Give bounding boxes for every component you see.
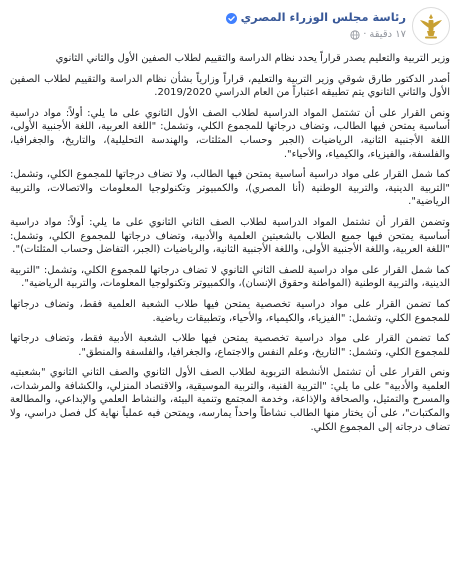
verified-badge-icon bbox=[226, 13, 237, 24]
post-paragraph: كما شمل القرار على مواد دراسية أساسية يمتحن فيها الطالب، ولا تضاف درجاتها للمجموع الكلي، وتشمل: "التربية الدينية، والتربية الوطنية (أنا المصري)، والكمبيوتر وتكنولوجيا المعلومات والاتصالات، والتربية الرياضية". bbox=[10, 169, 450, 208]
post-body bbox=[10, 52, 450, 434]
post-paragraph: كما تضمن القرار على مواد دراسية تخصصية يمتحن فيها طلاب الشعبة الأدبية فقط، وتضاف درجاتها للمجموع الكلي، وتشمل: "التاريخ، وعلم النفس والاجتماع، والجغرافيا، والفلسفة والمنطق". bbox=[10, 333, 450, 358]
post-timestamp[interactable]: ١٧ دقيقة bbox=[369, 29, 406, 41]
post-paragraph: وزير التربية والتعليم يصدر قراراً يحدد نظام الدراسة والتقييم لطلاب الصفين الأول والثاني الثانوي bbox=[55, 53, 450, 64]
page-avatar[interactable] bbox=[412, 7, 450, 45]
egypt-eagle-emblem-icon bbox=[418, 12, 444, 40]
page-name-link[interactable]: رئاسة مجلس الوزراء المصري bbox=[240, 10, 406, 25]
post-paragraph: كما شمل القرار على مواد دراسية للصف الثاني الثانوي لا تضاف درجاتها للمجموع الكلي، وتشمل: "التربية الدينية، والتربية الوطنية (المواطنة وحقوق الإنسان)، والكمبيوتر وتكنولوجيا المعلومات، والتربية الرياضية". bbox=[10, 264, 450, 290]
post-paragraph: ونص القرار على أن تشتمل المواد الدراسية لطلاب الصف الأول الثانوي على ما يلي: أولاً: مواد دراسية أساسية يمتحن فيها الطالب، وتضاف درجاتها للمجموع الكلي، وتشمل: "اللغة العربية، اللغة الأجنبية الأولى، اللغة الأجنبية الثانية، الرياضيات (الجبر وحساب المثلثات، والهندسة التحليلية)، والتاريخ، والجغرافيا، والفلسفة، والفيزياء، والكيمياء، والأحياء". bbox=[10, 107, 450, 160]
post-meta bbox=[226, 10, 406, 42]
globe-icon[interactable] bbox=[350, 30, 360, 40]
post-header bbox=[10, 6, 450, 46]
post-paragraph: أصدر الدكتور طارق شوقي وزير التربية والتعليم، قراراً وزارياً بشأن نظام الدراسة والتقييم لطلاب الصفين الأول والثاني الثانوي يتم تطبيقه اعتباراً من العام الدراسي 2019/2020. bbox=[10, 73, 450, 99]
post-paragraph: كما تضمن القرار على مواد دراسية تخصصية يمتحن فيها طلاب الشعبة العلمية فقط، وتضاف درجاتها للمجموع الكلي، وتشمل: "الفيزياء، والكيمياء، والأحياء، وتطبيقات رياضية. bbox=[10, 298, 450, 324]
meta-separator: · bbox=[363, 29, 367, 41]
post-paragraph: ونص القرار على أن تشتمل الأنشطة التربوية لطلاب الصف الأول الثانوي والصف الثاني الثانوي "بشعبتيه العلمية والأدبية" على ما يلي: "التربية الفنية، والتربية الموسيقية، والاقتصاد المنزلي، والكشافة والمرشدات، والمسرح والتمثيل، والصحافة والإذاعة، وخدمة المجتمع وتنمية البيئة، والنشاط العلمي والإبداعي، والمطالعة والمكتبات"، على أن يختار منها الطالب نشاطاً واحداً يمارسه، ويمتحن فيه عملياً نهاية كل فصل دراسي، ولا تضاف درجاته إلى المجموع الكلي. bbox=[10, 367, 450, 433]
post-paragraph: وتضمن القرار أن تشتمل المواد الدراسية لطلاب الصف الثاني الثانوي على ما يلي: أولاً: مواد دراسية أساسية يمتحن فيها جميع الطلاب بالشعبتين العلمية والأدبية، وتضاف درجاتها للمجموع الكلي، وتشمل: "اللغة العربية، واللغة الأجنبية الأولى، واللغة الأجنبية الثانية، والرياضيات (الجبر، التفاضل وحساب المثلثات)". bbox=[10, 216, 450, 256]
